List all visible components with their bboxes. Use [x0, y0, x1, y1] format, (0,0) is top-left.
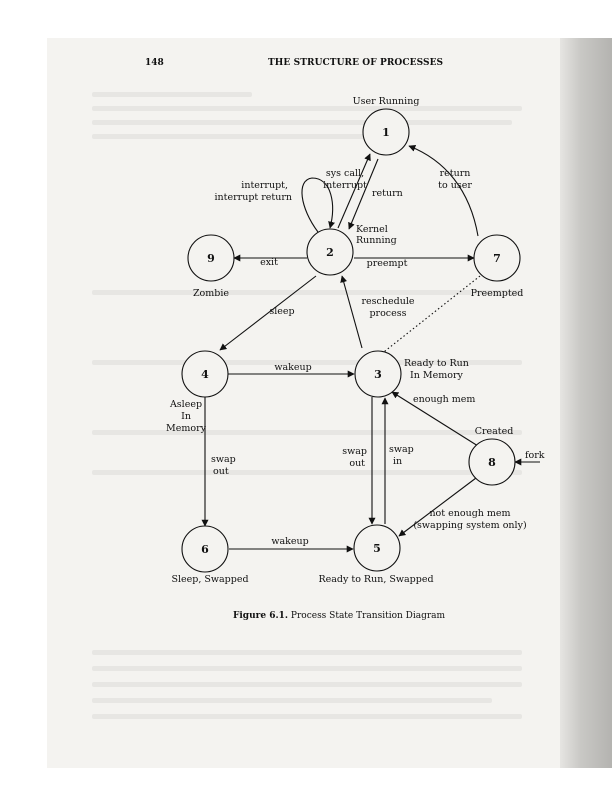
state-5-label: Ready to Run, Swapped — [318, 574, 434, 585]
state-6-label: Sleep, Swapped — [171, 574, 249, 585]
running-header: THE STRUCTURE OF PROCESSES — [268, 58, 444, 68]
state-9-number: 9 — [207, 252, 215, 265]
state-1-number: 1 — [382, 126, 390, 139]
state-6-number: 6 — [201, 543, 209, 556]
state-2-label-line2: Running — [356, 235, 397, 246]
state-2-number: 2 — [326, 246, 334, 259]
state-5-number: 5 — [373, 542, 381, 555]
state-4-label-line1: Asleep — [169, 399, 203, 410]
label-not-enough-mem-1: not enough mem — [429, 508, 511, 519]
label-exit: exit — [260, 257, 278, 268]
state-3-label-line1: Ready to Run — [404, 358, 469, 369]
label-sys-call-1: sys call, — [325, 168, 365, 179]
label-swap-out-sleep-1: swap — [211, 454, 236, 465]
label-preempt: preempt — [366, 258, 408, 269]
label-swap-out-ready-2: out — [349, 458, 365, 469]
state-3-number: 3 — [374, 368, 382, 381]
label-reschedule-2: process — [369, 308, 407, 319]
label-return: return — [372, 188, 403, 199]
label-swap-in-2: in — [393, 456, 403, 467]
state-1-label: User Running — [352, 96, 420, 107]
state-8-number: 8 — [488, 456, 496, 469]
state-4-label-line3: Memory — [166, 423, 206, 434]
edge-reschedule — [342, 276, 362, 348]
state-3-label-line2: In Memory — [410, 370, 463, 381]
label-return-to-user-1: return — [439, 168, 471, 179]
label-swap-out-ready-1: swap — [342, 446, 367, 457]
state-9-label: Zombie — [192, 288, 230, 299]
label-sleep: sleep — [269, 306, 295, 317]
edge-return-to-user — [409, 146, 478, 236]
state-2-label-line1: Kernel — [356, 224, 388, 235]
edge-sleep — [220, 276, 316, 350]
label-swap-in-1: swap — [389, 444, 414, 455]
state-4-number: 4 — [201, 368, 209, 381]
page-number: 148 — [145, 58, 164, 68]
label-interrupt-return-1: interrupt, — [241, 180, 288, 191]
label-return-to-user-2: to user — [438, 180, 472, 191]
label-fork: fork — [525, 450, 545, 461]
label-interrupt-return-2: interrupt return — [214, 192, 292, 203]
label-reschedule-1: reschedule — [361, 296, 415, 307]
figure-label: Figure 6.1. — [233, 611, 289, 621]
label-enough-mem: enough mem — [413, 394, 476, 405]
state-7-number: 7 — [493, 252, 501, 265]
label-wakeup-memory: wakeup — [274, 362, 312, 373]
figure-caption-text: Process State Transition Diagram — [290, 611, 446, 621]
state-7-label: Preempted — [470, 288, 524, 299]
figure-caption — [233, 611, 445, 621]
label-swap-out-sleep-2: out — [213, 466, 229, 477]
state-4-label-line2: In — [181, 411, 191, 422]
label-wakeup-swapped: wakeup — [271, 536, 309, 547]
label-not-enough-mem-2: (swapping system only) — [413, 520, 527, 531]
transition-edges — [205, 146, 540, 549]
label-sys-call-2: interrupt — [323, 180, 367, 191]
state-8-label: Created — [474, 426, 514, 437]
